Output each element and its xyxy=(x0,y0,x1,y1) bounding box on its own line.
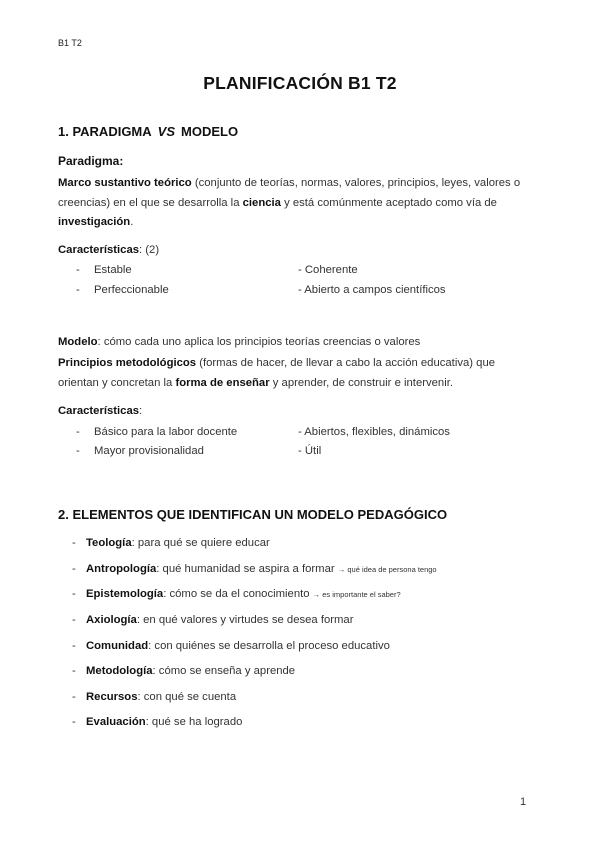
element-item xyxy=(86,537,270,549)
element-term: Epistemología xyxy=(86,588,164,600)
caracteristica-abierto: - Abierto a campos científicos xyxy=(298,284,446,296)
list-dash: - xyxy=(72,563,76,575)
element-desc: : qué se ha logrado xyxy=(145,716,243,728)
element-desc: : qué humanidad se aspira a formar xyxy=(156,563,338,575)
page-title: PLANIFICACIÓN B1 T2 xyxy=(203,73,397,93)
paradigma-definition xyxy=(58,174,528,233)
list-dash: - xyxy=(76,426,80,438)
element-item xyxy=(86,665,295,677)
element-item xyxy=(86,640,390,652)
principios-definition xyxy=(58,354,528,393)
modelo-definition xyxy=(58,336,420,348)
element-note: → qué idea de persona tengo xyxy=(337,565,437,574)
modelo-text: : cómo cada uno aplica los principios teorías creencias o valores xyxy=(97,336,421,348)
caracteristica-coherente: - Coherente xyxy=(298,264,358,276)
caracteristicas-2-term: Características xyxy=(58,405,140,417)
section-2-heading: 2. ELEMENTOS QUE IDENTIFICAN UN MODELO PEDAGÓGICO xyxy=(58,507,448,522)
section-1-heading-vs: VS xyxy=(157,124,175,139)
element-desc: : con qué se cuenta xyxy=(137,691,237,703)
section-1-heading-part1: 1. PARADIGMA xyxy=(58,124,152,139)
list-dash: - xyxy=(72,640,76,652)
forma-ensenar-term: forma de enseñar xyxy=(175,376,270,389)
element-item xyxy=(86,563,437,575)
caracteristica-util: - Útil xyxy=(298,445,322,457)
caracteristicas-1-term: Características xyxy=(58,244,140,256)
paradigma-text-1: (conjunto de teorías, normas, valores, principios, leyes, valores o creencias) en el que se desarrolla la xyxy=(58,177,521,209)
element-desc: : en qué valores y virtudes se desea formar xyxy=(136,614,354,626)
caracteristica-estable: Estable xyxy=(94,264,132,276)
element-term: Axiología xyxy=(86,614,137,626)
page-number: 1 xyxy=(520,796,527,808)
ciencia-term: ciencia xyxy=(242,196,281,209)
caracteristicas-2-label xyxy=(58,405,142,417)
element-term: Teología xyxy=(86,537,132,549)
element-desc: : para qué se quiere educar xyxy=(131,537,270,549)
caracteristicas-2-suffix: : xyxy=(139,405,143,417)
caracteristicas-1-label xyxy=(58,244,159,256)
list-dash: - xyxy=(72,665,76,677)
paradigma-text-3: . xyxy=(130,216,134,228)
header-tag: B1 T2 xyxy=(58,38,82,48)
caracteristica-abiertos: - Abiertos, flexibles, dinámicos xyxy=(298,426,450,438)
list-dash: - xyxy=(72,716,76,728)
element-term: Recursos xyxy=(86,691,138,703)
list-dash: - xyxy=(76,284,80,296)
element-term: Evaluación xyxy=(86,716,146,728)
element-item xyxy=(86,588,401,600)
element-note: → es importante el saber? xyxy=(312,590,401,599)
element-term: Comunidad xyxy=(86,640,149,652)
element-item xyxy=(86,691,236,703)
caracteristica-provisionalidad: Mayor provisionalidad xyxy=(94,445,204,457)
element-desc: : con quiénes se desarrolla el proceso educativo xyxy=(148,640,390,652)
element-item xyxy=(86,614,353,626)
paradigma-term: Marco sustantivo teórico xyxy=(58,177,192,189)
element-term: Antropología xyxy=(86,563,157,575)
caracteristica-basico: Básico para la labor docente xyxy=(94,426,238,438)
list-dash: - xyxy=(72,614,76,626)
principios-text-1: (formas de hacer, de llevar a cabo la acción educativa) que orientan y concretan la xyxy=(58,357,496,389)
paradigma-heading: Paradigma: xyxy=(58,154,124,168)
section-1-heading-part2: MODELO xyxy=(181,124,239,139)
caracteristicas-1-suffix: : (2) xyxy=(139,244,160,256)
element-item xyxy=(86,716,242,728)
list-dash: - xyxy=(72,537,76,549)
list-dash: - xyxy=(76,264,80,276)
list-dash: - xyxy=(72,588,76,600)
element-term: Metodología xyxy=(86,665,153,677)
principios-term: Principios metodológicos xyxy=(58,357,197,369)
principios-text-2: y aprender, de construir e intervenir. xyxy=(269,376,453,389)
caracteristica-perfeccionable: Perfeccionable xyxy=(94,284,169,296)
element-desc: : cómo se da el conocimiento xyxy=(163,588,313,600)
paradigma-text-2: y está comúnmente aceptado como vía de xyxy=(280,196,497,209)
section-1-heading xyxy=(58,124,238,139)
modelo-term: Modelo xyxy=(58,336,98,348)
element-desc: : cómo se enseña y aprende xyxy=(152,665,296,677)
list-dash: - xyxy=(76,445,80,457)
list-dash: - xyxy=(72,691,76,703)
investigacion-term: investigación xyxy=(58,216,131,228)
